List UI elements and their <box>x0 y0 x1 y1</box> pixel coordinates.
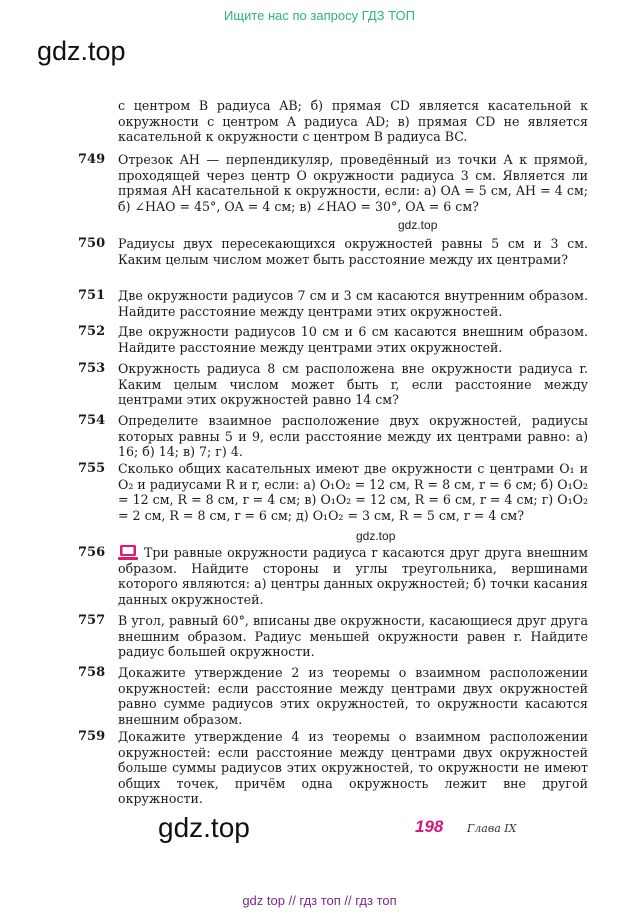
problem-number: 757 <box>78 613 106 628</box>
problem-number: 754 <box>78 413 106 428</box>
problem-text: Окружность радиуса 8 см расположена вне окружности радиуса r. Каким целым числом может быть r, если расстояние между центрами этих окружностей равно 14 см? <box>118 361 588 408</box>
problem-text: Радиусы двух пересекающихся окружностей равны 5 см и 3 см. Каким целым числом может быть расстояние между их центрами? <box>118 236 588 267</box>
problem-number: 756 <box>78 545 106 560</box>
top-banner[interactable]: Ищите нас по запросу ГДЗ ТОП <box>224 8 415 23</box>
problem-text: Докажите утверждение 2 из теоремы о взаимном расположении окружностей: если расстояние между центрами двух окружностей равно сумме радиусов этих окружностей, то окружности касаются внешним образом. <box>118 665 588 727</box>
problem-text: Отрезок AH — перпендикуляр, проведённый из точки A к прямой, проходящей через центр O окружности радиуса 3 см. Является ли прямая AH касательной к окружности, если: а) OA = 5 см, AH = 4 см; б) ∠HAO = 45°, OA = 4 см; в) ∠HAO = 30°, OA = 6 см? <box>118 152 588 214</box>
brand-logo-top: gdz.top <box>37 36 126 66</box>
bottom-banner[interactable]: gdz top // гдз топ // гдз топ <box>242 893 397 908</box>
problem-number: 750 <box>78 236 106 251</box>
intro-text: с центром B радиуса AB; б) прямая CD является касательной к окружности с центром A радиуса AD; в) прямая CD не является касательной к окружности с центром B радиуса BC. <box>118 98 588 145</box>
problem-number: 755 <box>78 461 106 476</box>
problem-text: Докажите утверждение 4 из теоремы о взаимном расположении окружностей: если расстояние между центрами двух окружностей больше суммы радиусов этих окружностей, то окружности не имеют общих точек, причём одна окружность лежит вне другой окружности. <box>118 729 588 807</box>
chapter-label: Глава IX <box>467 822 517 835</box>
problem-number: 749 <box>78 152 106 167</box>
problem-text: Определите взаимное расположение двух окружностей, радиусы которых равны 5 и 9, если расстояние между их центрами равно: а) 16; б) 14; в) 7; г) 4. <box>118 413 588 460</box>
page-number: 198 <box>415 817 444 836</box>
watermark: gdz.top <box>398 218 438 232</box>
problem-text: Три равные окружности радиуса r касаются друг друга внешним образом. Найдите стороны и углы треугольника, вершинами которого являются: а) центры данных окружностей; б) точки касания данных окружностей. <box>118 545 588 607</box>
problem-text: В угол, равный 60°, вписаны две окружности, касающиеся друг друга внешним образом. Радиус меньшей окружности равен r. Найдите радиус большей окружности. <box>118 613 588 660</box>
problem-text: Две окружности радиусов 7 см и 3 см касаются внутренним образом. Найдите расстояние между центрами этих окружностей. <box>118 288 588 319</box>
problem-number: 759 <box>78 729 106 744</box>
problem-text: Сколько общих касательных имеют две окружности с центрами O₁ и O₂ и радиусами R и r, если: а) O₁O₂ = 12 см, R = 8 см, r = 6 см; б) O₁O₂ = 12 см, R = 8 см, r = 4 см; в) O₁O₂ = 12 см, R = 6 см, r = 4 см; г) O₁O₂ = 2 см, R = 8 см, r = 6 см; д) O₁O₂ = 3 см, R = 5 см, r = 4 см? <box>118 461 588 523</box>
problem-number: 753 <box>78 361 106 376</box>
problem-number: 752 <box>78 324 106 339</box>
problem-text: Две окружности радиусов 10 см и 6 см касаются внешним образом. Найдите расстояние между центрами этих окружностей. <box>118 324 588 355</box>
problem-number: 758 <box>78 665 106 680</box>
brand-logo-bottom: gdz.top <box>158 812 250 843</box>
watermark: gdz.top <box>356 529 396 543</box>
problem-number: 751 <box>78 288 106 303</box>
